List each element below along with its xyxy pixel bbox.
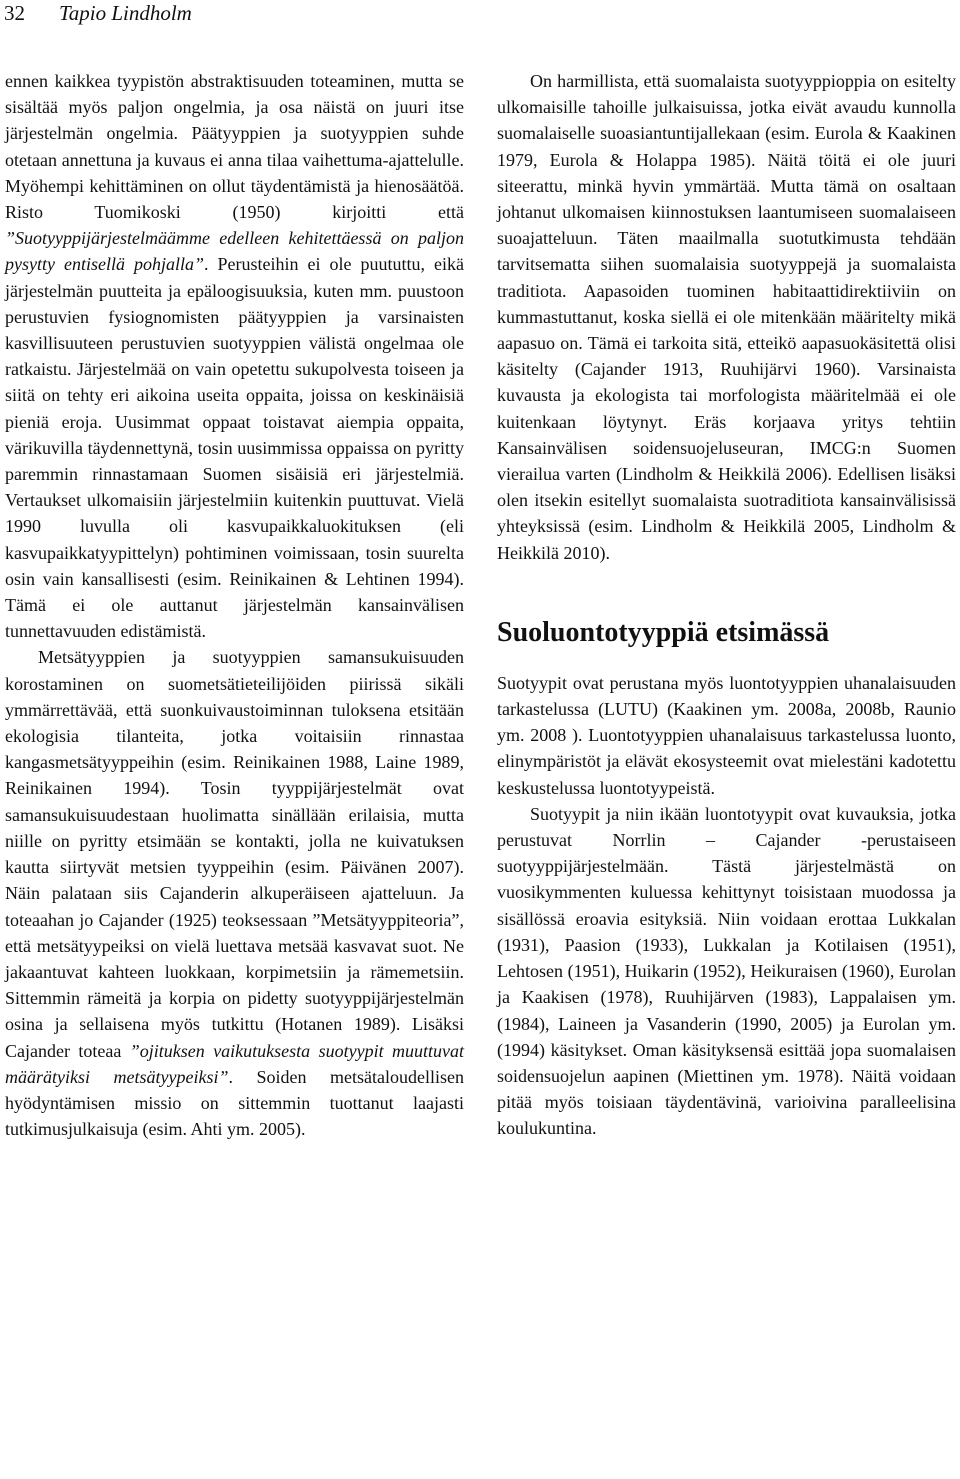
quotation-italic: ”ojituksen vaikutuksesta suotyypit muuttuvat määrätyiksi metsätyypeiksi” [5,1040,464,1087]
body-paragraph [5,644,464,1142]
page-number: 32 [4,1,25,25]
body-paragraph [5,68,464,644]
paragraph-text: . Soiden metsätaloudellisen hyödyntämisen missio on sittemmin tuottanut laajasti tutkimusjulkaisuja (esim. Ahti ym. 2005). [5,1066,464,1140]
quotation-italic: ”Suotyyppijärjestelmäämme edelleen kehitettäessä on paljon pysytty entisellä pohjalla” [5,228,464,275]
body-paragraph: Suotyypit ja niin ikään luontotyypit ovat kuvauksia, jotka perustuvat Norrlin – Cajander -perustaiseen suotyyppijärjestelmään. Tästä järjestelmästä on vuosikymmenten kuluessa kehittynyt toisistaan muodossa ja sisällössä eroavia esityksiä. Niin voidaan erottaa Lukkalan (1931), Paasion (1933), Lukkalan ja Kotilaisen (1951), Lehtosen (1951), Huikarin (1952), Heikuraisen (1960), Eurolan ja Kaakisen (1978), Ruuhijärven (1983), Lappalaisen ym. (1984), Laineen ja Vasanderin (1990, 2005) ja Eurolan ym. (1994) käsitykset. Oman käsityksensä esittää jopa suomalaisen soidensuojelun aapinen (Miettinen ym. 1978). Näitä voidaan pitää myös toisiaan täydentävinä, varioivina paralleelisina koulukuntina. [497,803,956,1139]
paragraph-text: Metsätyyppien ja suotyyppien samansukuisuuden korostaminen on suometsätieteilijöiden piirissä sikäli ymmärrettävää, että suonkuivaustoiminnan tuloksena etsitään ekologisia tilanteita, jotka voitaisiin rinnastaa kangasmetsätyyppeihin (esim. Reinikainen 1988, Laine 1989, Reinikainen 1994). Tosin tyyppijärjestelmät ovat samansukuisuudestaan huolimatta sinällään erilaisia, mutta niille on pyritty etsimään se kontakti, jolla ne kuivatuksen kautta siirtyvät metsien tyyppeihin (esim. Päivänen 2007). Näin palataan siis Cajanderin alkuperäiseen ajatteluun. Ja toteaahan jo Cajander (1925) teoksessaan ”Metsätyyppiteoria”, että metsätyypeiksi on vielä luettava metsää kasvavat suot. Ne jakaantuvat kahteen luokkaan, korpimetsiin ja rämemetsiin. Sittemmin rämeitä ja korpia on pidetty suotyyppijärjestelmän osina ja sellaisena myös tutkittu (Hotanen 1989). Lisäksi Cajander toteaa [5,647,464,1061]
right-column [497,68,956,1142]
left-column [5,68,464,1142]
paragraph-text: . Perusteihin ei ole puututtu, eikä järjestelmän puutteita ja epäloogisuuksia, kuten mm. puustoon perustuvien fysiognomisten päätyyppien ja varsinaisten kasvillisuuteen perustuvien suotyyppien välistä ongelmaa ole ratkaistu. Järjestelmää on vain opetettu sukupolvesta toiseen ja siitä on tehty eri aikoina useita oppaita, joissa on keskinäisiä pieniä eroja. Uusimmat oppaat toistavat aiempia oppaita, värikuvilla täydennettynä, tosin uusimmissa oppaissa on pyritty paremmin rinnastamaan Suomen sisäisiä eri järjestelmiä. Vertaukset ulkomaisiin järjestelmiin kuitenkin puuttuvat. Vielä 1990 luvulla oli kasvupaikkaluokituksen (eli kasvupaikkatyypittelyn) pohtiminen voimissaan, tosin suurelta osin vain kansallisesti (esim. Reinikainen & Lehtinen 1994). Tämä ei ole auttanut järjestelmän kansainvälisen tunnettavuuden edistämistä. [5,254,464,642]
body-paragraph: On harmillista, että suomalaista suotyyppioppia on esitelty ulkomaisille tahoille julkaisuissa, jotka eivät avaudu kunnolla suomalaiselle suoasiantuntijallekaan (esim. Eurola & Kaakinen 1979, Eurola & Holappa 1985). Näitä töitä ei ole juuri siteerattu, minkä hyvin ymmärtää. Mutta tämä on osaltaan johtanut ulkomaisen kiinnostuksen laantumiseen suomalaiseen suoajatteluun. Täten maailmalla suotutkimusta tehdään tarvitsematta siihen suomalaisia suotyyppejä ja suomalaista traditiota. Aapasoiden tuominen habitaattidirektiiviin on kummastuttanut, koska siellä ei ole mitenkään määritelty mikä aapasuo on. Tämä ei tarkoita sitä, etteikö aapasuokäsitettä olisi käsitelty (Cajander 1913, Ruuhijärvi 1960). Varsinaista kuvausta ja ekologista tai morfologista määritelmää ei ole kuitenkaan löytynyt. Eräs korjaava yritys tehtiin Kansainvälisen soidensuojeluseuran, IMCG:n Suomen vierailua varten (Lindholm & Heikkilä 2006). Edellisen lisäksi olen itsekin esitellyt suomalaista suotraditiota kansainvälisissä yhteyksissä (esim. Lindholm & Heikkilä 2005, Lindholm & Heikkilä 2010). [497,71,956,563]
paragraph-text: ennen kaikkea tyypistön abstraktisuuden toteaminen, mutta se sisältää myös paljon ongelmia, ja osa näistä on juuri itse järjestelmän ongelmia. Päätyyppien ja suotyyppien suhde otetaan annettuna ja kuvaus ei anna tilaa vaihettuma-ajattelulle. Myöhempi kehittäminen on ollut täydentämistä ja hienosäätöä. Risto Tuomikoski (1950) kirjoitti että [5,71,464,223]
body-paragraph: Suotyypit ovat perustana myös luontotyyppien uhanalaisuuden tarkastelussa (LUTU) (Kaakinen ym. 2008a, 2008b, Raunio ym. 2008 ). Luontotyyppien uhanalaisuus tarkastelussa luonto, elinympäristöt ja elävät ekosysteemit ovat mielestäni kadotettu keskustelussa luontotyypeistä. [497,672,956,798]
running-header-author: Tapio Lindholm [59,1,192,25]
section-heading: Suoluontotyyppiä etsimässä [497,616,830,648]
running-header [4,0,192,30]
